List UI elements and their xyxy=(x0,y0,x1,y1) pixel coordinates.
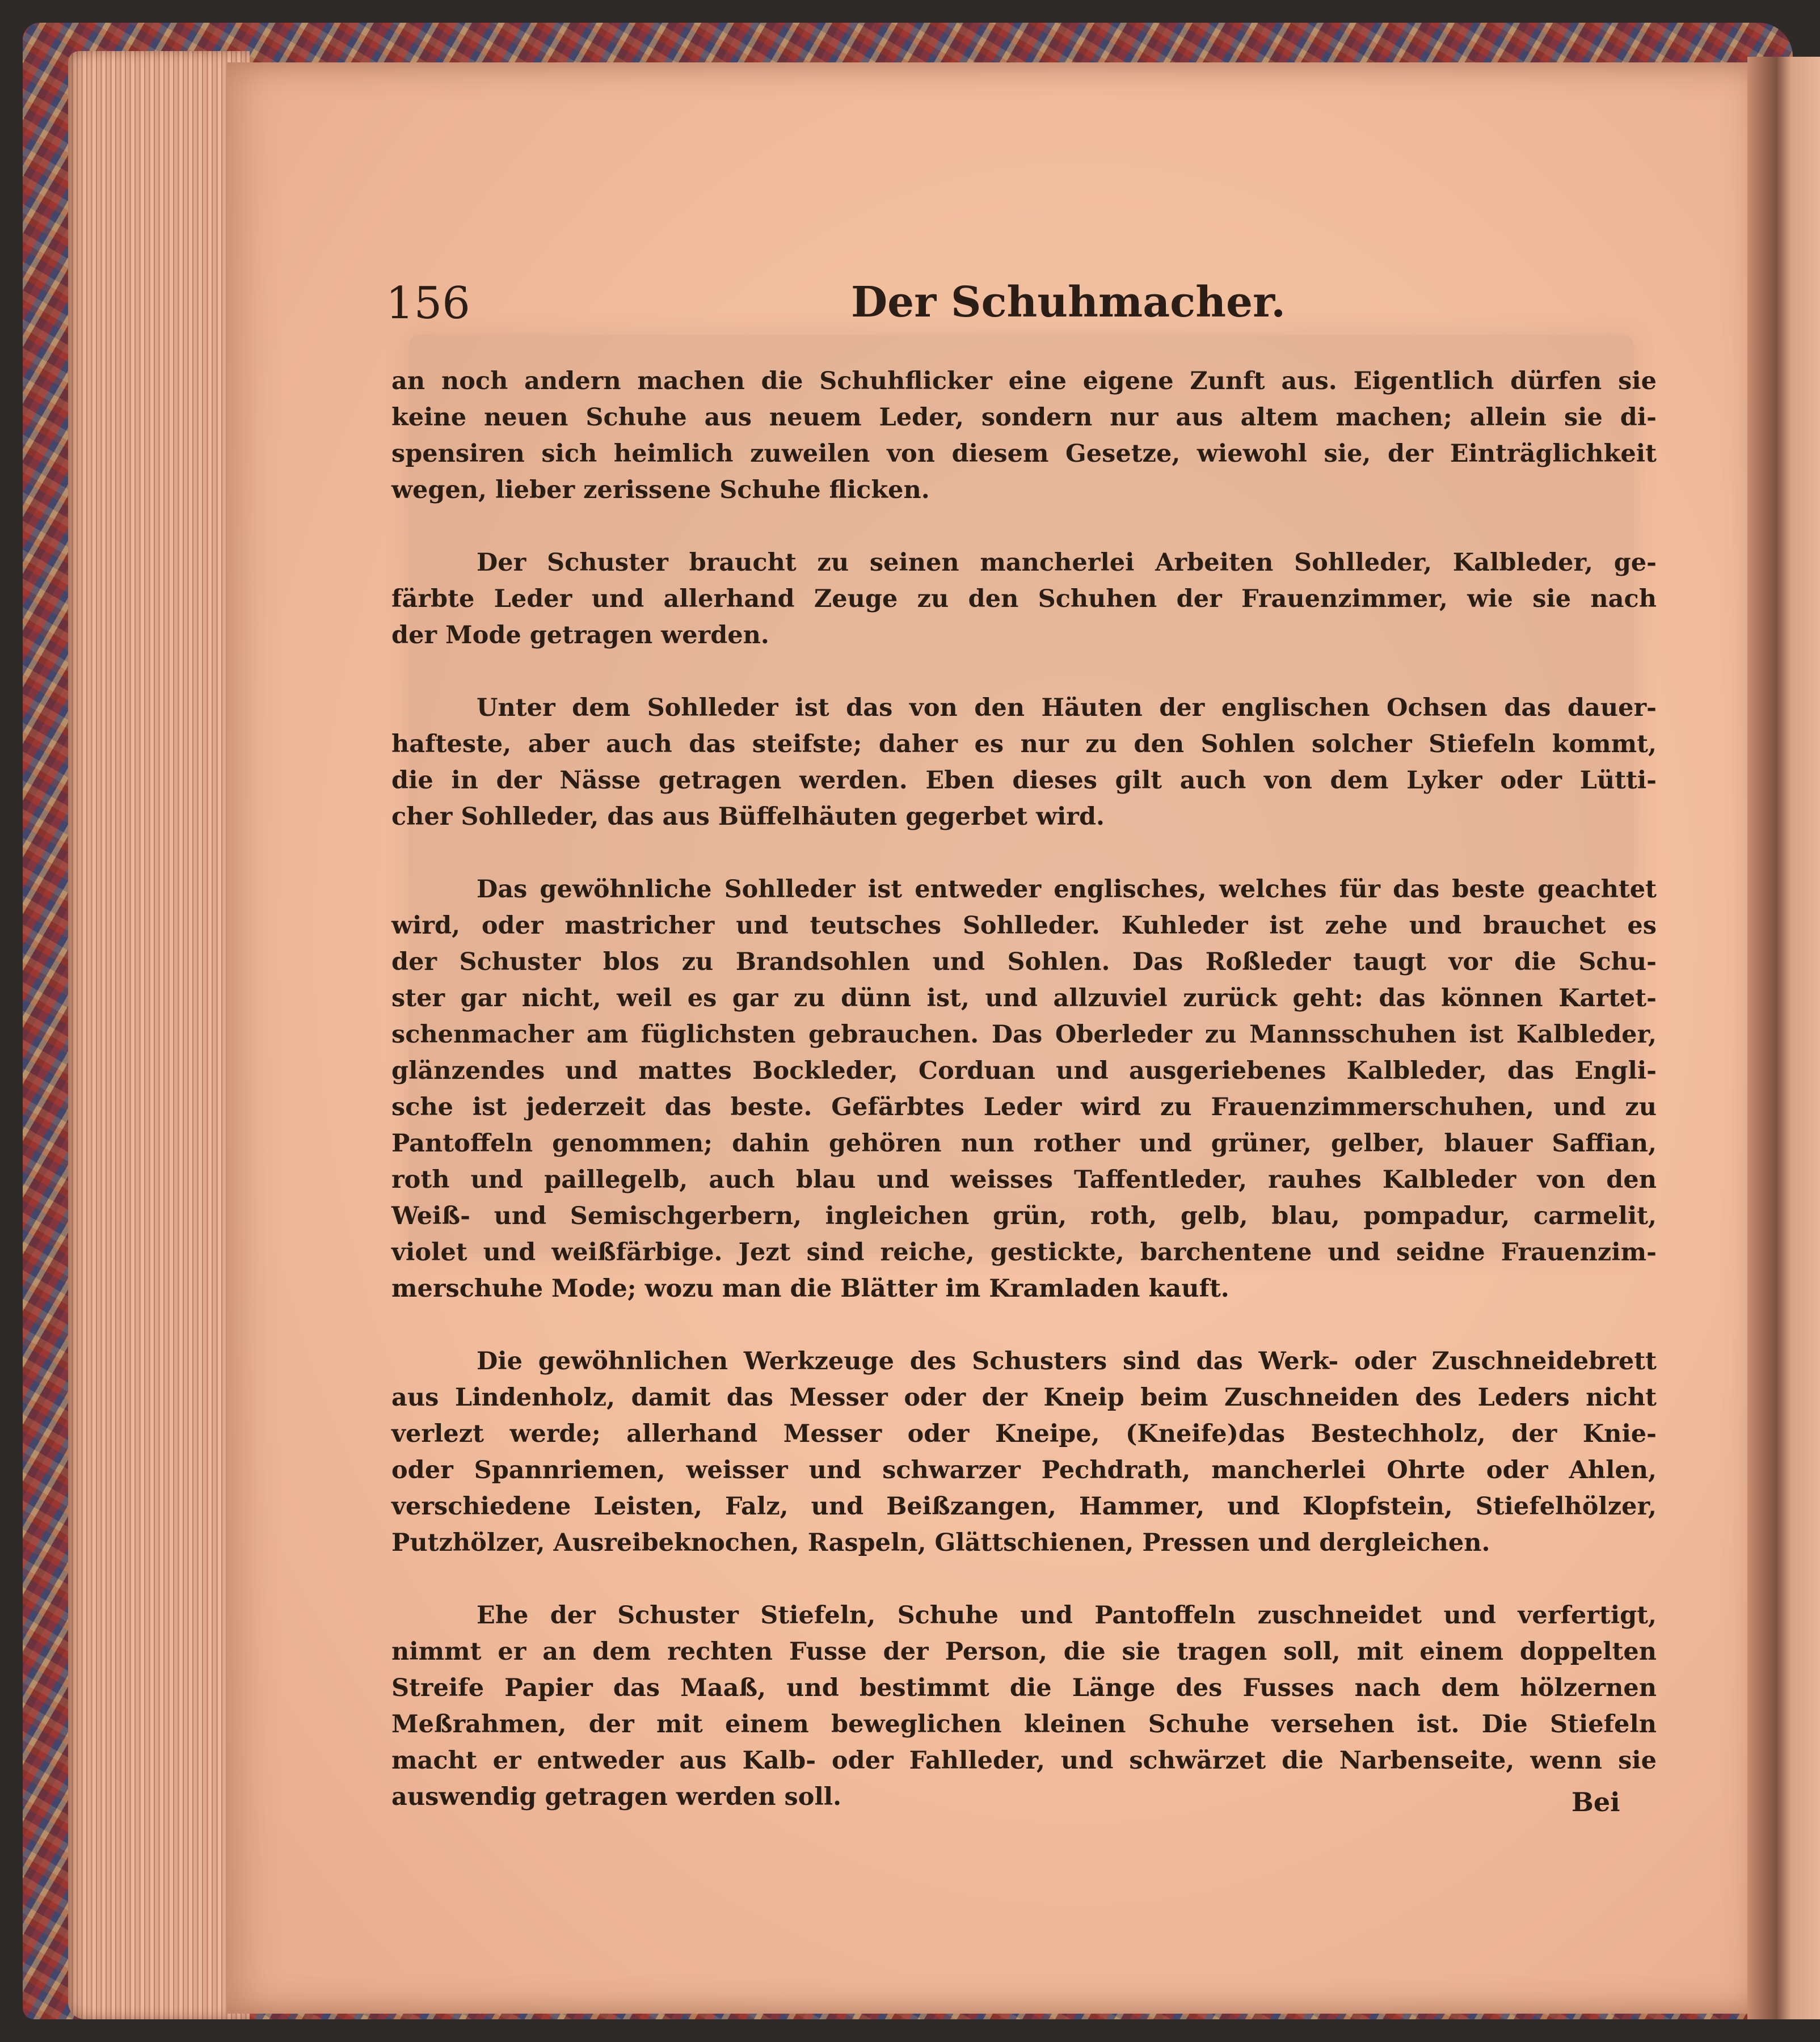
text-line: Ehe der Schuster Stiefeln, Schuhe und Pantoffeln zuschneidet und verfertigt, xyxy=(477,1601,1657,1630)
text-line: cher Sohlleder, das aus Büffelhäuten gegerbet wird. xyxy=(391,803,1105,831)
text-line: ster gar nicht, weil es gar zu dünn ist, und allzuviel zurück geht: das können Kartet- xyxy=(391,984,1657,1012)
text-line: verschiedene Leisten, Falz, und Beißzangen, Hammer, und Klopfstein, Stiefelhölzer, xyxy=(391,1492,1657,1521)
text-line: färbte Leder und allerhand Zeuge zu den Schuhen der Frauenzimmer, wie sie nach xyxy=(391,585,1657,613)
text-line: Das gewöhnliche Sohlleder ist entweder englisches, welches für das beste geachtet xyxy=(477,875,1657,904)
text-line: wegen, lieber zerissene Schuhe flicken. xyxy=(391,476,930,504)
text-line: wird, oder mastricher und teutsches Sohlleder. Kuhleder ist zehe und brauchet es xyxy=(391,912,1657,940)
text-line: roth und paillegelb, auch blau und weisses Taffentleder, rauhes Kalbleder von den xyxy=(391,1166,1657,1194)
text-line: der Mode getragen werden. xyxy=(391,621,769,649)
paragraph xyxy=(391,363,1657,508)
text-line: keine neuen Schuhe aus neuem Leder, sondern nur aus altem machen; allein sie di- xyxy=(391,403,1657,432)
text-line: glänzendes und mattes Bockleder, Corduan und ausgeriebenes Kalbleder, das Engli- xyxy=(391,1057,1657,1085)
text-line: Die gewöhnlichen Werkzeuge des Schusters sind das Werk- oder Zuschneidebrett xyxy=(477,1347,1657,1376)
paragraph xyxy=(391,1597,1657,1815)
text-line: oder Spannriemen, weisser und schwarzer Pechdrath, mancherlei Ohrte oder Ahlen, xyxy=(391,1456,1657,1484)
paragraph xyxy=(391,1343,1657,1561)
text-line: Weiß- und Semischgerbern, ingleichen grün, roth, gelb, blau, pompadur, carmelit, xyxy=(391,1202,1657,1230)
page-header xyxy=(386,278,1651,346)
paragraph xyxy=(391,545,1657,653)
text-line: auswendig getragen werden soll. xyxy=(391,1783,842,1811)
text-line: macht er entweder aus Kalb- oder Fahlleder, und schwärzet die Narbenseite, wenn sie xyxy=(391,1746,1657,1775)
text-line: an noch andern machen die Schuhflicker eine eigene Zunft aus. Eigentlich dürfen sie xyxy=(391,367,1657,395)
text-line: hafteste, aber auch das steifste; daher es nur zu den Sohlen solcher Stiefeln kommt, xyxy=(391,730,1657,758)
text-line: schenmacher am füglichsten gebrauchen. Das Oberleder zu Mannsschuhen ist Kalbleder, xyxy=(391,1020,1657,1049)
text-line: Putzhölzer, Ausreibeknochen, Raspeln, Glättschienen, Pressen und dergleichen. xyxy=(391,1529,1490,1557)
page-number: 156 xyxy=(386,278,470,329)
text-line: nimmt er an dem rechten Fusse der Person, die sie tragen soll, mit einem doppelten xyxy=(391,1638,1657,1666)
paragraph xyxy=(391,871,1657,1307)
text-line: der Schuster blos zu Brandsohlen und Sohlen. Das Roßleder taugt vor die Schu- xyxy=(391,948,1657,976)
running-head: Der Schuhmacher. xyxy=(851,278,1286,327)
page-body xyxy=(391,363,1657,1851)
text-line: Pantoffeln genommen; dahin gehören nun rother und grüner, gelber, blauer Saffian, xyxy=(391,1129,1657,1158)
text-line: spensiren sich heimlich zuweilen von diesem Gesetze, wiewohl sie, der Einträglichkeit xyxy=(391,440,1657,468)
text-line: violet und weißfärbige. Jezt sind reiche, gestickte, barchentene und seidne Frauenzim- xyxy=(391,1238,1657,1267)
book-gutter xyxy=(1747,57,1820,2019)
text-line: merschuhe Mode; wozu man die Blätter im Kramladen kauft. xyxy=(391,1275,1229,1303)
text-line: aus Lindenholz, damit das Messer oder der Kneip beim Zuschneiden des Leders nicht xyxy=(391,1383,1657,1412)
text-line: Der Schuster braucht zu seinen mancherlei Arbeiten Sohlleder, Kalbleder, ge- xyxy=(477,549,1657,577)
text-line: verlezt werde; allerhand Messer oder Kneipe, (Kneife)das Bestechholz, der Knie- xyxy=(391,1420,1657,1448)
text-line: sche ist jederzeit das beste. Gefärbtes Leder wird zu Frauenzimmerschuhen, und zu xyxy=(391,1093,1657,1121)
paragraph xyxy=(391,690,1657,835)
text-line: Unter dem Sohlleder ist das von den Häuten der englischen Ochsen das dauer- xyxy=(477,694,1657,722)
catchword: Bei xyxy=(1572,1787,1620,1817)
text-line: Meßrahmen, der mit einem beweglichen kleinen Schuhe versehen ist. Die Stiefeln xyxy=(391,1710,1657,1739)
page-block-edges xyxy=(68,51,250,2019)
text-line: Streife Papier das Maaß, und bestimmt die Länge des Fusses nach dem hölzernen xyxy=(391,1674,1657,1702)
text-line: die in der Nässe getragen werden. Eben dieses gilt auch von dem Lyker oder Lütti- xyxy=(391,766,1657,795)
